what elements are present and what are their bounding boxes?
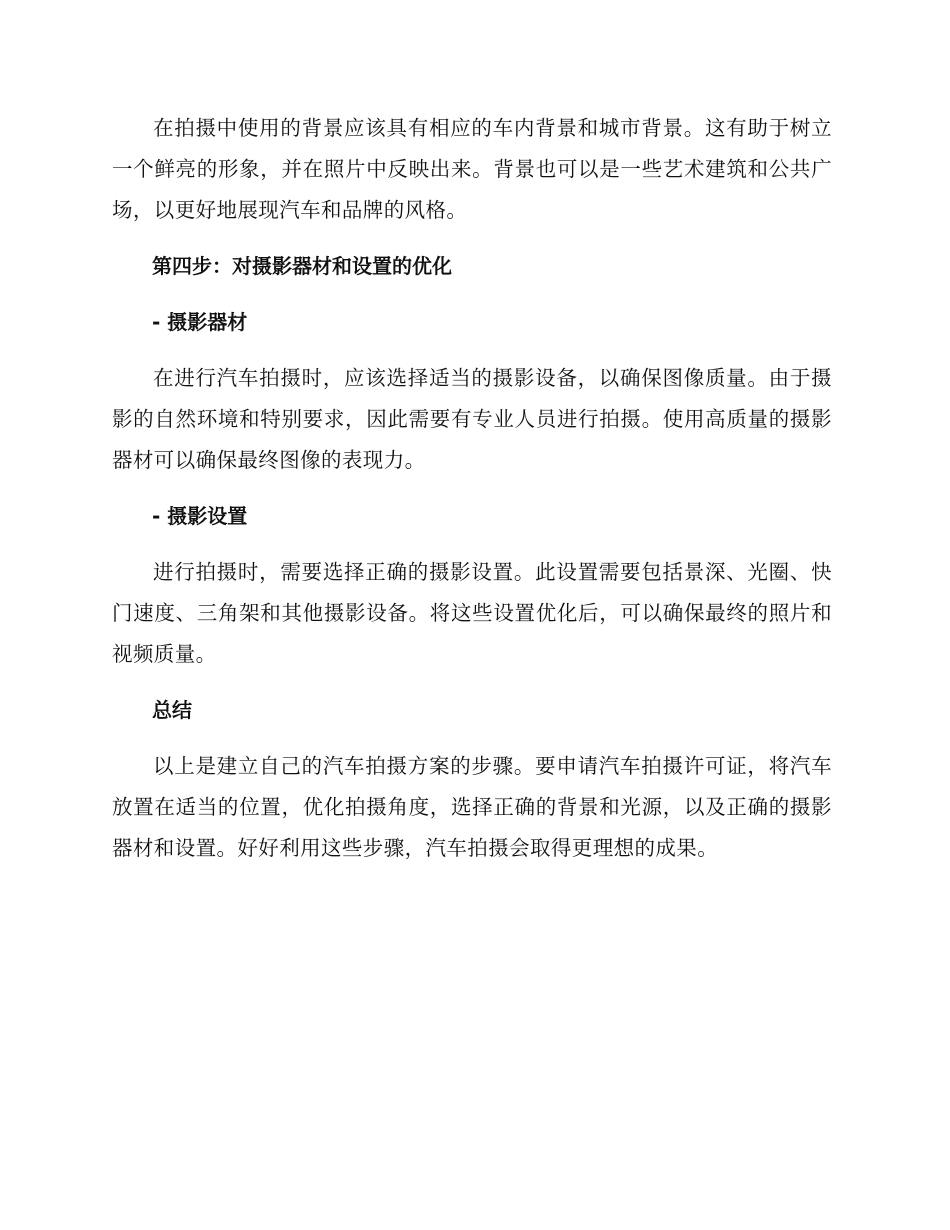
subheading-equipment: - 摄影器材 xyxy=(152,310,248,334)
paragraph-equipment: 在进行汽车拍摄时，应该选择适当的摄影设备，以确保图像质量。由于摄影的自然环境和特别要求，因此需要有专业人员进行拍摄。使用高质量的摄影器材可以确保最终图像的表现力。 xyxy=(112,366,832,472)
heading-summary: 总结 xyxy=(152,698,192,722)
heading-step-four: 第四步：对摄影器材和设置的优化 xyxy=(152,254,452,278)
paragraph-summary: 以上是建立自己的汽车拍摄方案的步骤。要申请汽车拍摄许可证，将汽车放置在适当的位置，优化拍摄角度，选择正确的背景和光源，以及正确的摄影器材和设置。好好利用这些步骤，汽车拍摄会取得更理想的成果。 xyxy=(112,754,832,860)
subheading-settings: - 摄影设置 xyxy=(152,504,248,528)
paragraph-settings: 进行拍摄时，需要选择正确的摄影设置。此设置需要包括景深、光圈、快门速度、三角架和其他摄影设备。将这些设置优化后，可以确保最终的照片和视频质量。 xyxy=(112,560,832,666)
document-page xyxy=(112,108,832,884)
paragraph-background: 在拍摄中使用的背景应该具有相应的车内背景和城市背景。这有助于树立一个鲜亮的形象，并在照片中反映出来。背景也可以是一些艺术建筑和公共广场，以更好地展现汽车和品牌的风格。 xyxy=(112,116,832,222)
